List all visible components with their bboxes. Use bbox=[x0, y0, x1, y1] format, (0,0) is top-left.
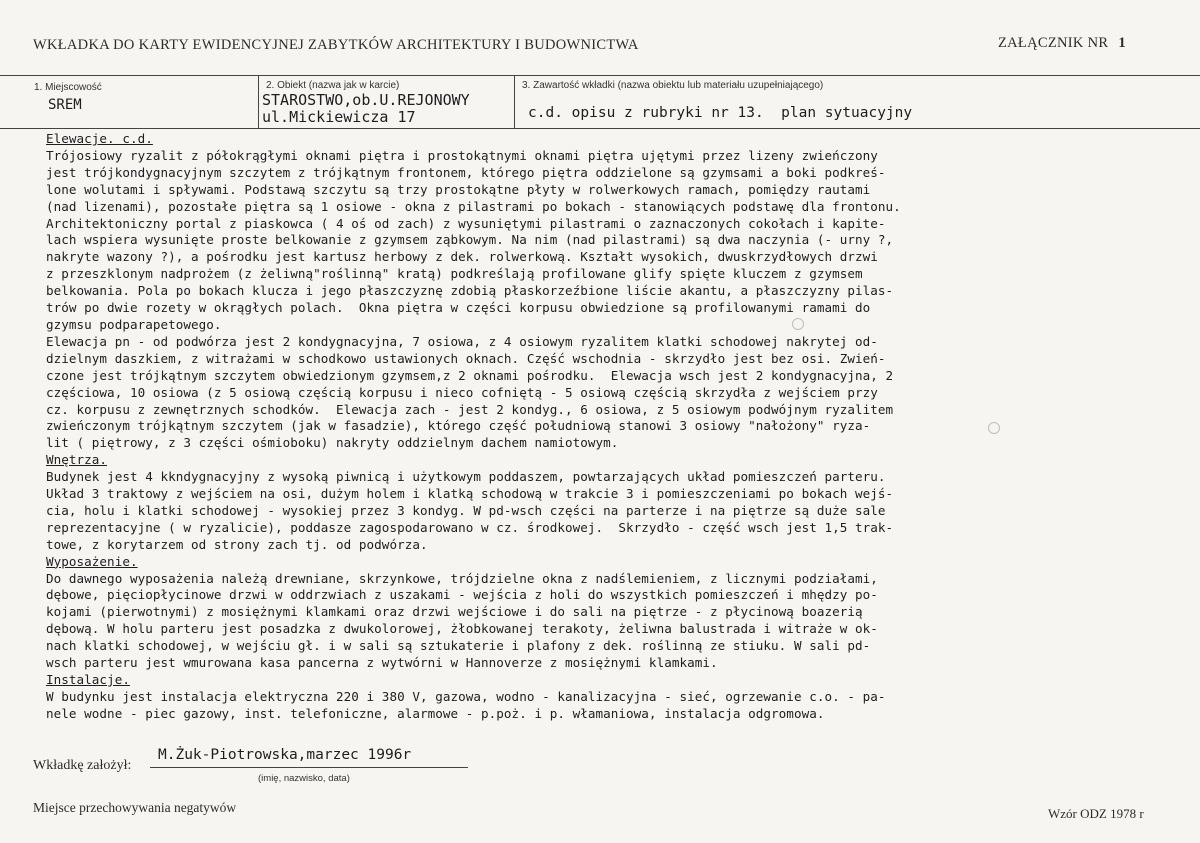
text-line: reprezentacyjne ( w ryzalicie), poddasze zagospodarowano w cz. środkowej. Skrzydło - część wsch jest 1,5 trak- bbox=[46, 519, 894, 535]
text-line: lone wolutami i spływami. Podstawą szczytu są trzy prostokątne płyty w rolwerkowych ramach, pomiędzy rautami bbox=[46, 181, 871, 197]
text-line: Budynek jest 4 kkndygnacyjny z wysoką piwnicą i użytkowym poddaszem, powtarzających układ pomieszczeń parteru. bbox=[46, 469, 886, 485]
content-label: 3. Zawartość wkładki (nazwa obiektu lub materiału uzupełniającego) bbox=[522, 80, 824, 91]
text-line: Układ 3 traktowy z wejściem na osi, dużym holem i klatką schodową w trakcie 3 i pomieszczeniami po bokach wejś- bbox=[46, 486, 894, 502]
text-line: Elewacja pn - od podwórza jest 2 kondygnacyjna, 7 osiowa, z 4 osiowym ryzalitem klatki schodowej nakrytej od- bbox=[46, 333, 878, 349]
section-heading: Wnętrza. bbox=[46, 452, 108, 468]
text-line: z przeszklonym nadprożem (z żeliwną"roślinną" kratą) podkreślają profilowane glify spięte kluczem z gzymsem bbox=[46, 266, 863, 282]
text-line: gzymsu podparapetowego. bbox=[46, 316, 222, 332]
text-line: (nad lizenami), pozostałe piętra są 1 osiowe - okna z pilastrami po bokach - stanowiących podstawę dla frontonu. bbox=[46, 198, 901, 214]
object-label: 2. Obiekt (nazwa jak w karcie) bbox=[266, 80, 400, 91]
text-line: nele wodne - piec gazowy, inst. telefoniczne, alarmowe - p.poż. i p. włamaniowa, instalacja odgromowa. bbox=[46, 705, 825, 721]
negatives-storage-label: Miejsce przechowywania negatywów bbox=[33, 800, 237, 815]
attachment-number bbox=[998, 35, 1126, 52]
section-heading: Instalacje. bbox=[46, 672, 130, 687]
text-line: trów po dwie rozety w okrągłych polach. Okna piętra w części korpusu obwiedzione są profilowanymi ramami do bbox=[46, 300, 871, 316]
field-grid-bottom-border bbox=[0, 128, 1200, 129]
text-line: Architektoniczny portal z piaskowca ( 4 oś od zach) z wysuniętymi pilastrami o zaznaczonych cokołach i kapite- bbox=[46, 215, 886, 231]
text-line: dębowe, pięciopłycinowe drzwi w oddrzwiach z uszakami - wejścia z holi do wszystkich pomieszczeń i mhędzy po- bbox=[46, 587, 878, 603]
pencil-mark bbox=[988, 422, 1000, 434]
text-line: dębową. W holu parteru jest posadzka z dwukolorowej, żłobkowanej terakoty, żeliwna balustrada i witraże w ok- bbox=[46, 621, 878, 637]
text-line: nakryte wazony ?), a pośrodku jest kartusz herbowy z dek. rolwerkową. Kształt wysokich, dwuskrzydłowych drzwi bbox=[46, 249, 878, 265]
field-divider-1 bbox=[258, 75, 259, 128]
signature-line bbox=[150, 767, 468, 768]
text-line: cia, holu i klatki schodowej - wysokiej przez 3 kondyg. W pd-wsch części na parterze i na piętrze są duże sale bbox=[46, 502, 886, 518]
locality-value: SREM bbox=[48, 97, 82, 113]
text-line: Do dawnego wyposażenia należą drewniane, skrzynkowe, trójdzielne okna z nadślemieniem, z licznymi podziałami, bbox=[46, 570, 878, 586]
content-value: c.d. opisu z rubryki nr 13. plan sytuacyjny bbox=[528, 105, 913, 121]
locality-label: 1. Miejscowość bbox=[34, 82, 102, 93]
field-grid-top-border bbox=[0, 75, 1200, 76]
text-line: wsch parteru jest wmurowana kasa pancerna z wytwórni w Hannoverze z mosiężnymi klamkami. bbox=[46, 655, 718, 671]
text-line: częściowa, 10 osiowa (z 5 osiową częścią korpusu i nieco cofniętą - 5 osiową częścią skrzydła z wejściem przy bbox=[46, 384, 878, 400]
form-code: Wzór ODZ 1978 r bbox=[1048, 806, 1144, 821]
text-line: czone jest trójkątnym szczytem obwiedzionym gzymsem,z 2 oknami pośrodku. Elewacja wsch jest 2 kondygnacyjna, 2 bbox=[46, 367, 894, 383]
text-line: belkowania. Pola po bokach klucza i jego płaszczyznę zdobią płaskorzeźbione liście akantu, a płaszczyzny pilas- bbox=[46, 283, 894, 299]
text-line: cz. korpusu z zewnętrznych schodków. Elewacja zach - jest 2 kondyg., 6 osiowa, z 5 osiowym podwójnym ryzalitem bbox=[46, 401, 894, 417]
made-by-hint: (imię, nazwisko, data) bbox=[258, 773, 350, 784]
text-line: Trójosiowy ryzalit z półokrągłymi oknami piętra i prostokątnymi oknami piętra ujętymi przez lizeny zwieńczony bbox=[46, 147, 878, 163]
made-by-value: M.Żuk-Piotrowska,marzec 1996r bbox=[158, 747, 412, 763]
made-by-label: Wkładkę założył: bbox=[33, 758, 132, 773]
text-line: lit ( piętrowy, z 3 części ośmioboku) nakryty oddzielnym dachem namiotowym. bbox=[46, 435, 619, 451]
text-line: W budynku jest instalacja elektryczna 220 i 380 V, gazowa, wodno - kanalizacyjna - sieć, ogrzewanie c.o. - pa- bbox=[46, 688, 886, 704]
section-heading: Elewacje. c.d. bbox=[46, 131, 153, 146]
text-line: nach klatki schodowej, w wejściu gł. i w sali są sztukaterie i plafony z dek. roślinną ze stiuku. W sali pd- bbox=[46, 638, 871, 654]
object-value-line1: STAROSTWO,ob.U.REJONOWY bbox=[262, 91, 470, 109]
typed-description bbox=[46, 131, 1176, 723]
text-line: jest trójkondygnacyjnym szczytem z trójkątnym frontonem, którego piętra oddzielone są gzymsami a boki podkreś- bbox=[46, 164, 886, 180]
section-heading: Wyposażenie. bbox=[46, 553, 138, 569]
text-line: dzielnym daszkiem, z witrażami w schodkowo ustawionych oknach. Część wschodnia - skrzydło jest bez osi. Zwień- bbox=[46, 350, 886, 366]
text-line: lach wspiera wysunięte proste belkowanie z gzymsem ząbkowym. Na nim (nad pilastrami) są dwa naczynia (- urny ?, bbox=[46, 232, 894, 248]
text-line: towe, z korytarzem od strony zach tj. od podwórza. bbox=[46, 536, 428, 552]
form-title: WKŁADKA DO KARTY EWIDENCYJNEJ ZABYTKÓW ARCHITEKTURY I BUDOWNICTWA bbox=[33, 37, 639, 53]
pencil-mark bbox=[792, 318, 804, 330]
object-value-line2: ul.Mickiewicza 17 bbox=[262, 108, 416, 126]
attachment-label: ZAŁĄCZNIK NR bbox=[998, 35, 1109, 51]
attachment-value: 1 bbox=[1118, 35, 1126, 51]
field-divider-2 bbox=[514, 75, 515, 128]
text-line: zwieńczonym trójkątnym szczytem (jak w fasadzie), którego część południową stanowi 3 osiowy "nałożony" ryza- bbox=[46, 418, 871, 434]
text-line: kojami (pierwotnymi) z mosiężnymi klamkami oraz drzwi wejściowe i do sali na piętrze - z płycinową boazerią bbox=[46, 604, 863, 620]
